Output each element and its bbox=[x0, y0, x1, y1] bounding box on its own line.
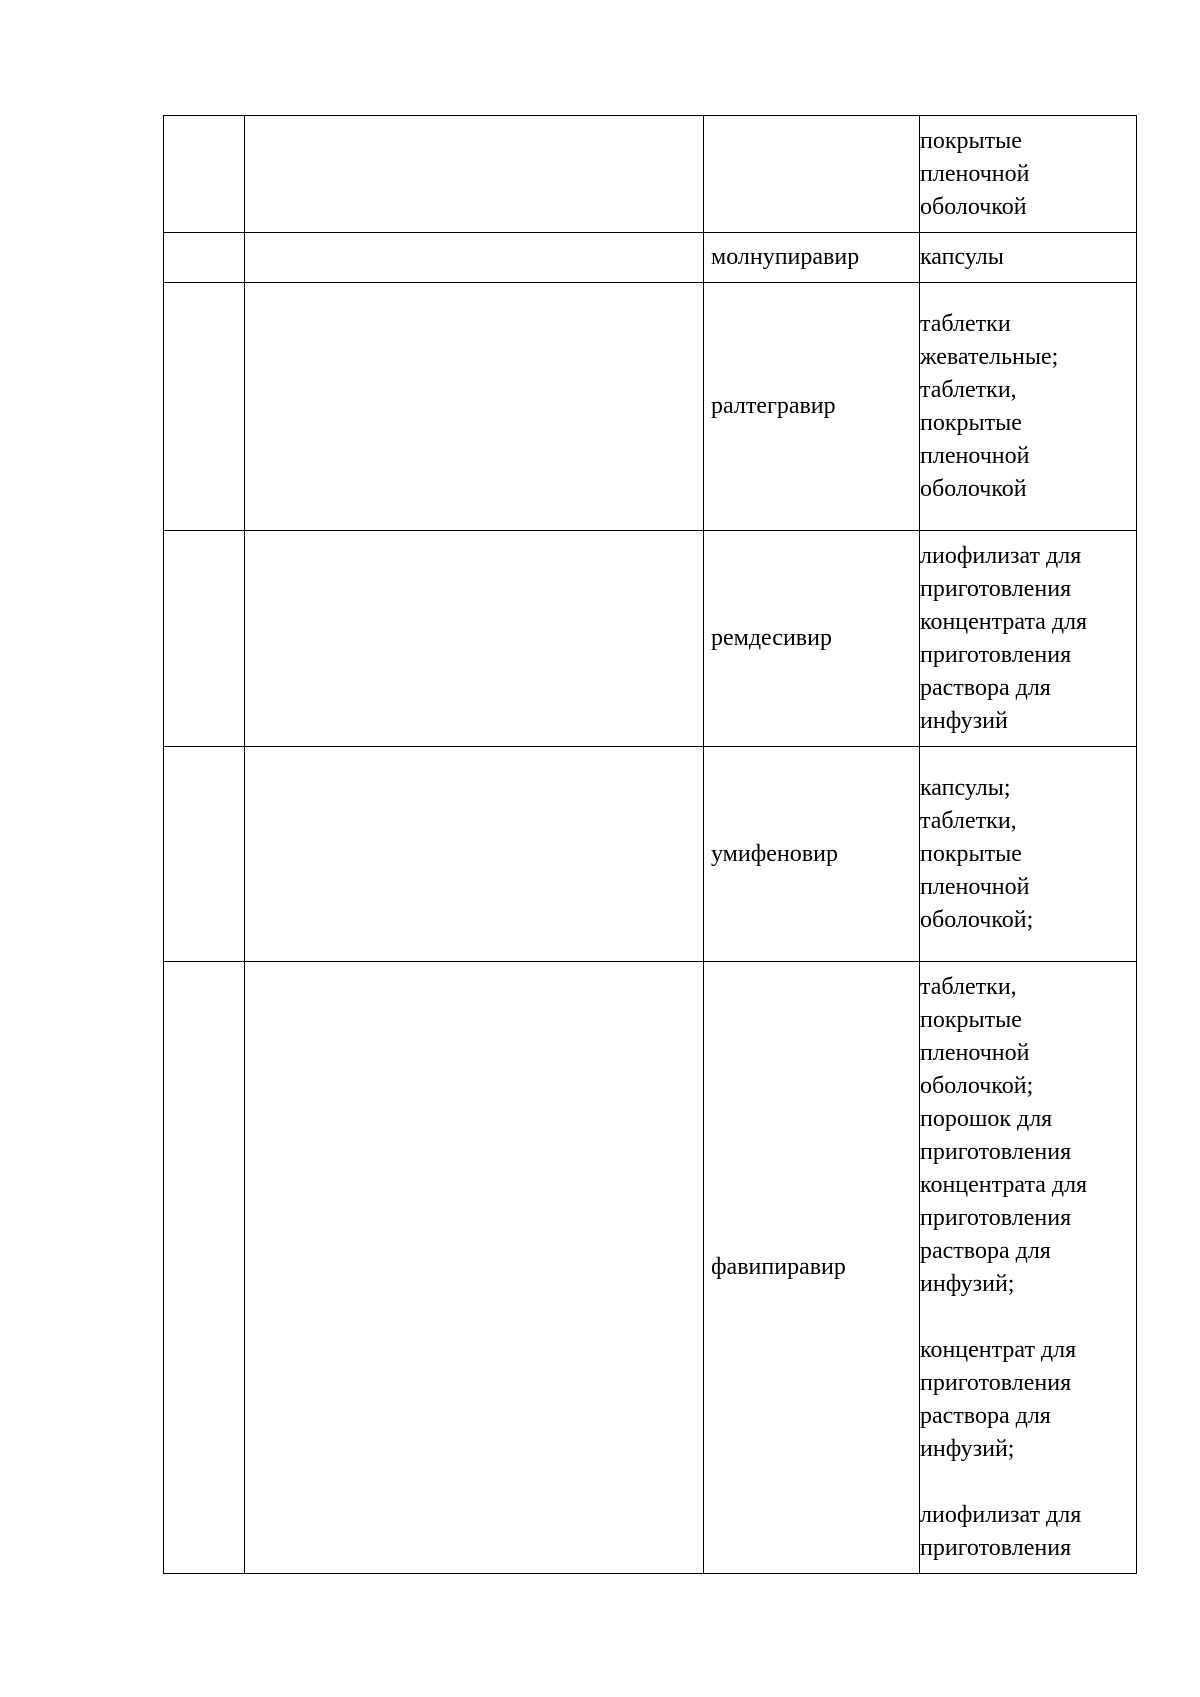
dosage-form-cell: таблетки жевательные; таблетки, покрытые пленочной оболочкой bbox=[920, 283, 1137, 531]
drug-name: молнупиравир bbox=[711, 244, 860, 270]
dosage-form-cell: капсулы; таблетки, покрытые пленочной оболочкой; bbox=[920, 747, 1137, 962]
drug-name-cell bbox=[704, 233, 920, 283]
group-cell bbox=[245, 747, 704, 962]
drug-name-cell bbox=[704, 531, 920, 747]
group-cell bbox=[245, 283, 704, 531]
group-cell bbox=[245, 233, 704, 283]
drug-name: фавипиравир bbox=[711, 1254, 846, 1280]
drug-name-cell bbox=[704, 962, 920, 1574]
dosage-form-cell: лиофилизат для приготовления концентрата для приготовления раствора для инфузий bbox=[920, 531, 1137, 747]
code-cell bbox=[164, 962, 245, 1574]
table-row bbox=[164, 116, 1137, 233]
table-row bbox=[164, 962, 1137, 1574]
drug-name-cell bbox=[704, 116, 920, 233]
code-cell bbox=[164, 531, 245, 747]
dosage-form-cell: таблетки, покрытые пленочной оболочкой; порошок для приготовления концентрата для приготовления раствора для инфузий; концентрат для приготовления раствора для инфузий; лиофилизат для приготовления bbox=[920, 962, 1137, 1574]
medication-table bbox=[163, 115, 1137, 1574]
code-cell bbox=[164, 233, 245, 283]
group-cell bbox=[245, 531, 704, 747]
table-row bbox=[164, 233, 1137, 283]
drug-name: ралтегравир bbox=[711, 393, 836, 419]
drug-name: умифеновир bbox=[711, 840, 838, 867]
table-row bbox=[164, 747, 1137, 962]
group-cell bbox=[245, 962, 704, 1574]
group-cell bbox=[245, 116, 704, 233]
code-cell bbox=[164, 747, 245, 962]
code-cell bbox=[164, 116, 245, 233]
drug-name: ремдесивир bbox=[711, 625, 832, 651]
drug-name bbox=[704, 161, 711, 187]
table-row bbox=[164, 283, 1137, 531]
dosage-form-cell: капсулы bbox=[920, 233, 1137, 283]
drug-name-cell bbox=[704, 283, 920, 531]
drug-name-cell bbox=[704, 747, 920, 962]
dosage-form-cell: покрытые пленочной оболочкой bbox=[920, 116, 1137, 233]
table-row bbox=[164, 531, 1137, 747]
code-cell bbox=[164, 283, 245, 531]
